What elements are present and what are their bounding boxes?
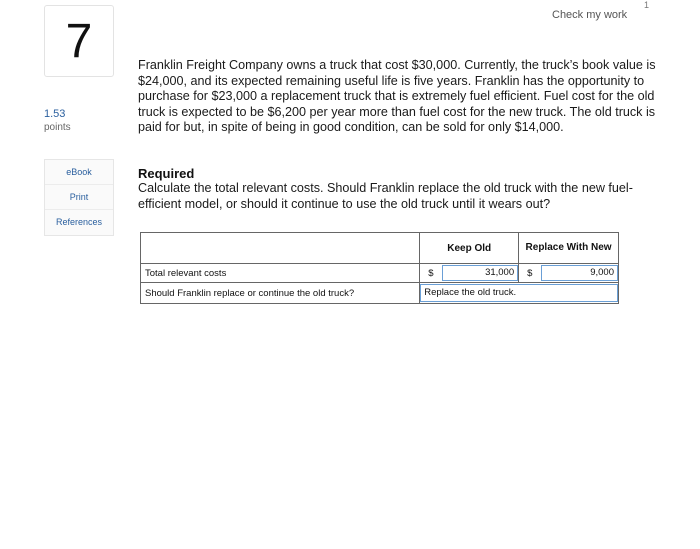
replace-new-cost-input[interactable]: 9,000 xyxy=(541,265,618,281)
ebook-link[interactable]: eBook xyxy=(45,160,113,185)
points-info xyxy=(44,108,71,134)
points-label: points xyxy=(44,122,71,133)
keep-old-cost-input[interactable]: 31,000 xyxy=(442,265,518,281)
replace-new-cost-cell xyxy=(519,264,619,283)
col-header-replace-new: Replace With New xyxy=(519,233,619,264)
col-header-keep-old: Keep Old xyxy=(420,233,519,264)
table-row xyxy=(141,283,619,304)
answer-table xyxy=(140,232,619,304)
problem-text: Franklin Freight Company owns a truck that cost $30,000. Currently, the truck’s book value is $24,000, and its expected remaining useful life is five years. Franklin has the opportunity to purchase for $23,000 a replacement truck that is extremely fuel efficient. Fuel cost for the old truck is expected to be $6,200 per year more than fuel cost for the new truck. The old truck is paid for but, in spite of being in good condition, can be sold for only $14,000. xyxy=(138,58,656,135)
corner-number: 1 xyxy=(644,0,650,10)
table-header-row xyxy=(141,233,619,264)
currency-symbol: $ xyxy=(527,267,533,279)
references-link[interactable]: References xyxy=(55,217,103,227)
keep-old-cost-cell xyxy=(420,264,519,283)
check-my-work-button[interactable]: Check my work xyxy=(552,9,628,21)
table-row xyxy=(141,264,619,283)
header-blank-cell xyxy=(141,233,420,264)
row-label-decision: Should Franklin replace or continue the old truck? xyxy=(141,283,420,304)
currency-symbol: $ xyxy=(428,267,434,279)
question-number: 7 xyxy=(44,5,114,77)
required-text: Calculate the total relevant costs. Should Franklin replace the old truck with the new fuel-efficient model, or should it continue to use the old truck until it wears out? xyxy=(138,181,633,211)
print-link[interactable]: Print xyxy=(45,185,113,210)
decision-cell xyxy=(420,283,619,304)
points-value: 1.53 xyxy=(44,108,66,120)
required-title: Required xyxy=(138,166,195,181)
decision-select[interactable]: Replace the old truck. xyxy=(420,284,618,302)
side-tools-panel xyxy=(44,159,114,236)
row-label-total-costs: Total relevant costs xyxy=(141,264,420,283)
